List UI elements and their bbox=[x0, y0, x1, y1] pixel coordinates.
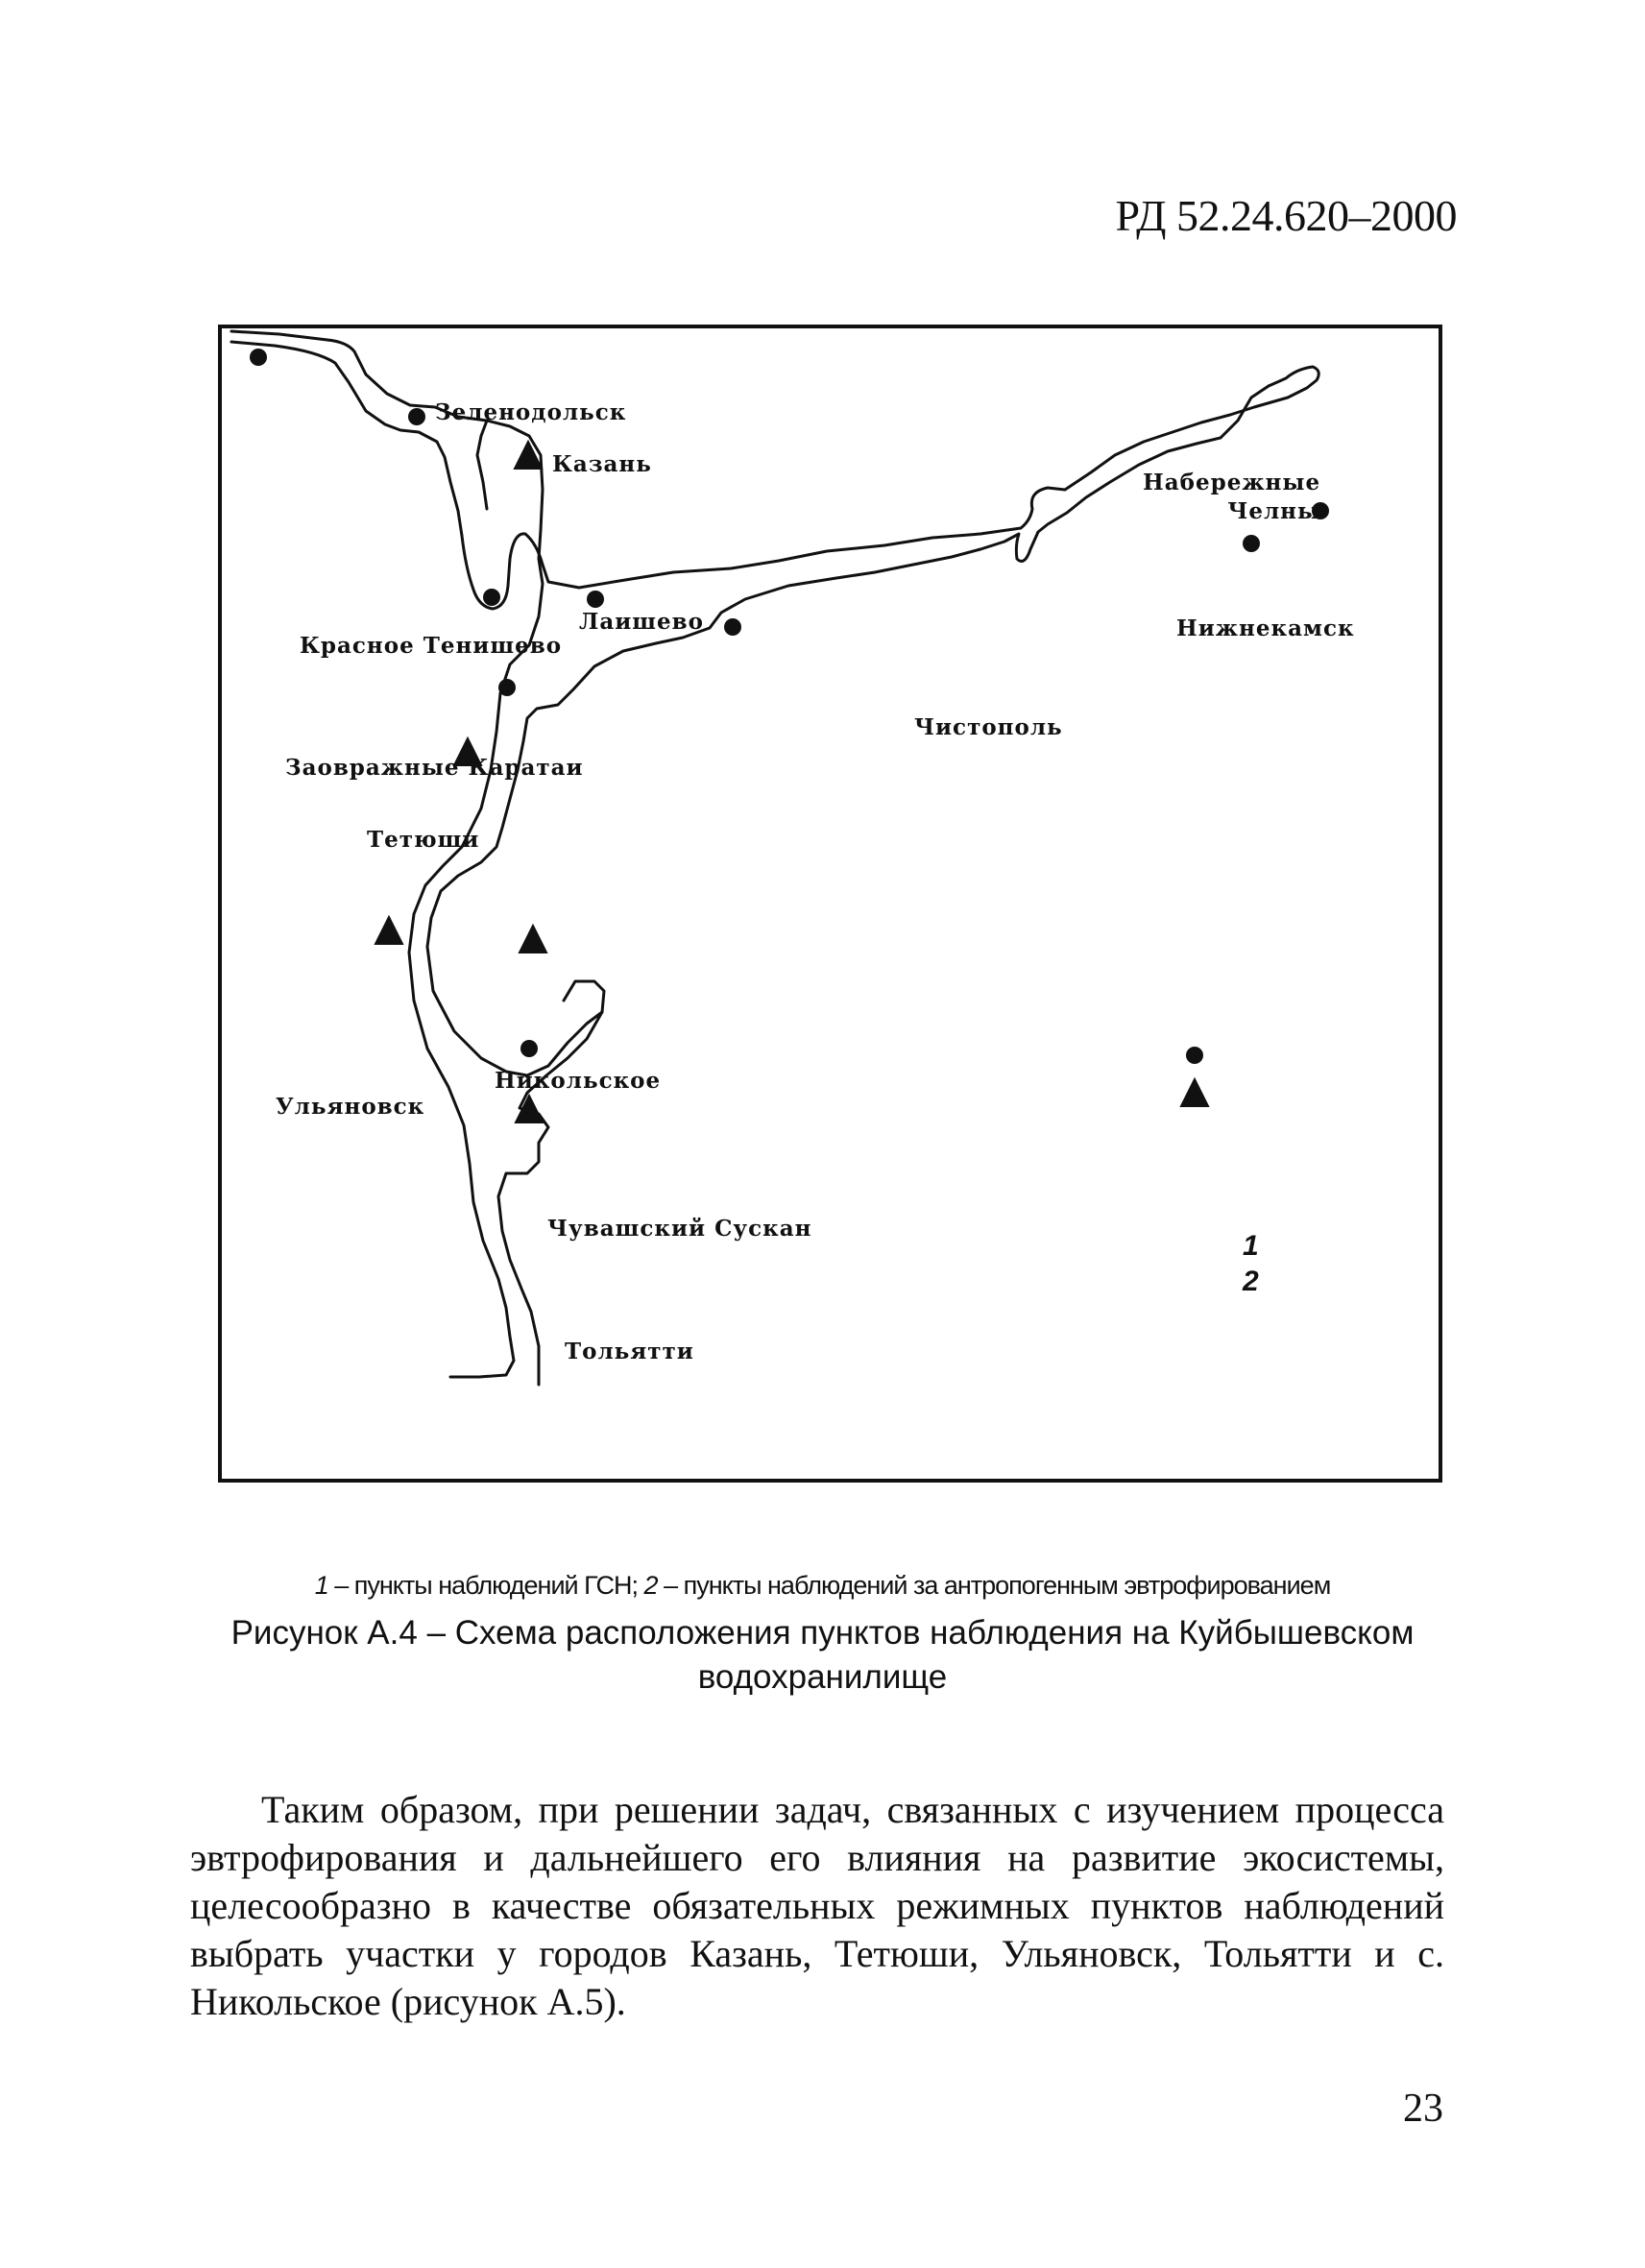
place-label-naberezhnye-chelny: Набережные Челны bbox=[1143, 470, 1321, 524]
place-label-nikolskoe: Никольское bbox=[495, 1068, 662, 1094]
circle-marker-top-left bbox=[250, 349, 267, 366]
figure-title: Рисунок А.4 – Схема расположения пунктов наблюдения на Куйбышевском водохранилище bbox=[230, 1614, 1415, 1696]
river-bank-kazan-loop bbox=[477, 421, 487, 509]
circle-marker-legend-1 bbox=[1186, 1047, 1203, 1064]
circle-marker-nizhnekamsk bbox=[1243, 535, 1260, 552]
body-text bbox=[190, 1786, 1444, 2026]
circle-marker-krasnoe-tenishevo bbox=[483, 589, 500, 606]
body-paragraph: Таким образом, при решении задач, связанных с изучением процесса эвтрофирования и дальнейшего его влияния на развитие экосистемы, целесообразно в качестве обязательных режимных пунктов наблюдений выбрать участки у городов Казань, Тетюши, Ульяновск, Тольятти и с. Никольское (рисунок А.5). bbox=[190, 1788, 1444, 2023]
triangle-marker-nikolskoe bbox=[520, 926, 546, 953]
circle-marker-chuvashsky-suskan bbox=[520, 1040, 538, 1057]
circle-marker-zovrazhnye-karatai bbox=[498, 679, 516, 696]
document-code: РД 52.24.620–2000 bbox=[1115, 191, 1457, 240]
legend-caption-num-2: 2 bbox=[643, 1571, 658, 1600]
legend-label-1: 1 bbox=[1243, 1230, 1259, 1262]
triangle-marker-ulyanovsk bbox=[375, 917, 402, 944]
place-label-zelenodolsk: Зеленодольск bbox=[435, 399, 627, 425]
place-label-nizhnekamsk: Нижнекамск bbox=[1176, 615, 1355, 641]
place-label-chistopol: Чистополь bbox=[914, 714, 1063, 740]
river-bank-nikolskoe-bay bbox=[564, 981, 604, 1012]
place-label-chuvashsky-suskan: Чувашский Сускан bbox=[547, 1216, 812, 1242]
place-label-tetyushi: Тетюши bbox=[367, 827, 480, 853]
triangle-marker-legend-2 bbox=[1181, 1079, 1208, 1106]
place-label-krasnoe-tenishevo: Красное Тенишево bbox=[300, 633, 563, 659]
figure-legend-caption bbox=[0, 1571, 1645, 1601]
triangle-marker-kazan bbox=[515, 442, 542, 469]
place-label-kazan: Казань bbox=[552, 451, 652, 477]
reservoir-map bbox=[218, 325, 1442, 1483]
place-label-zovrazhnye-karatai: Заовражные Каратаи bbox=[285, 755, 584, 781]
circle-marker-zelenodolsk bbox=[408, 408, 425, 425]
place-label-ulyanovsk: Ульяновск bbox=[276, 1094, 425, 1120]
circle-marker-chistopol bbox=[724, 618, 741, 636]
place-label-tolyatti: Тольятти bbox=[565, 1339, 694, 1364]
circle-marker-lapshevo bbox=[587, 591, 604, 608]
legend-caption-num-1: 1 bbox=[314, 1571, 328, 1600]
legend-caption-text-1: – пункты наблюдений ГСН; bbox=[327, 1571, 644, 1600]
river-bank-kama-south bbox=[523, 386, 1269, 741]
legend-label-2: 2 bbox=[1243, 1266, 1259, 1297]
place-label-lapshevo: Лаишево bbox=[579, 609, 704, 635]
river-bank-upper-south bbox=[231, 342, 462, 536]
legend-caption-text-2: – пункты наблюдений за антропогенным эвтрофированием bbox=[657, 1571, 1331, 1600]
page-number: 23 bbox=[1403, 2087, 1443, 2131]
river-bank-upper-north bbox=[231, 331, 543, 530]
